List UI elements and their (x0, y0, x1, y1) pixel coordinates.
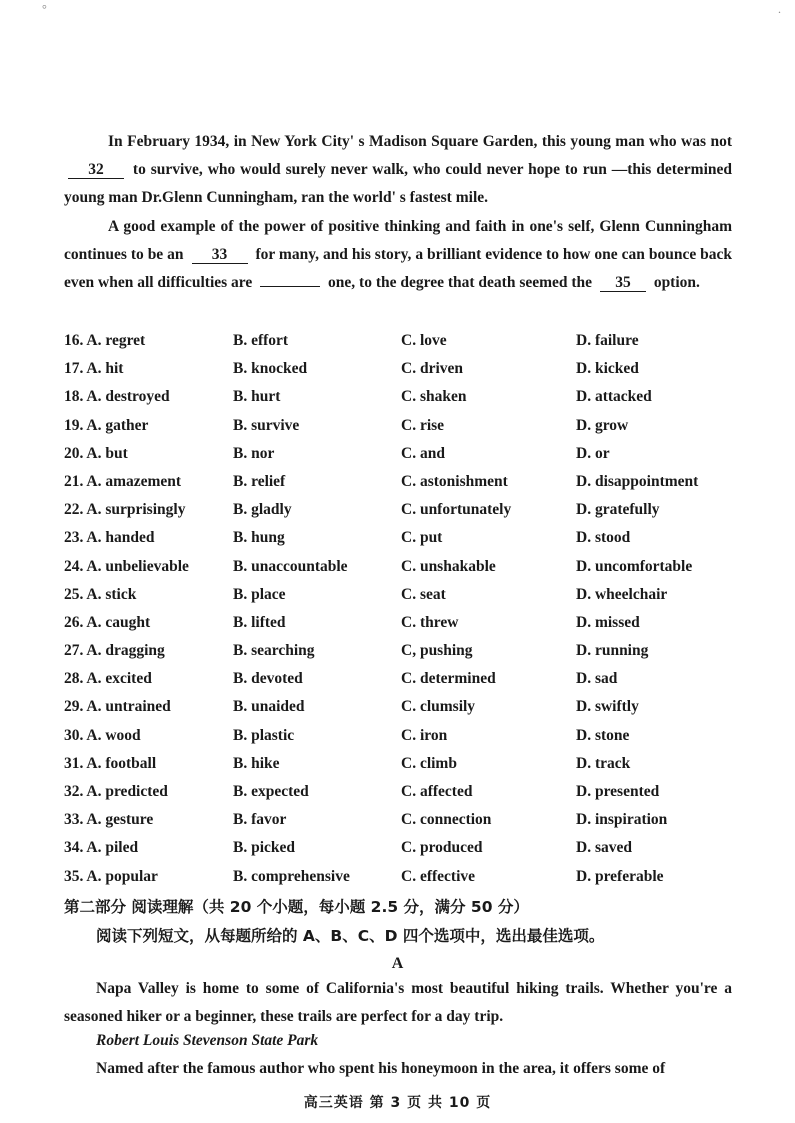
option-a: 20. A. but (64, 444, 128, 462)
question-row (64, 722, 764, 750)
passage-text: In February 1934, in New York City' s Madison Square Garden, this young man who was not (108, 133, 732, 150)
option-c: C. astonishment (401, 472, 508, 490)
option-c: C. and (401, 444, 445, 462)
question-row (64, 863, 764, 891)
option-c: C. rise (401, 416, 445, 434)
option-d: D. preferable (576, 867, 664, 885)
option-a: 32. A. predicted (64, 783, 168, 800)
option-b: B. searching (233, 642, 315, 660)
option-d: D. sad (576, 670, 618, 688)
option-b: B. survive (233, 416, 300, 434)
option-d: D. or (576, 444, 610, 462)
question-row (64, 750, 764, 778)
question-row (64, 806, 764, 834)
option-d: D. attacked (576, 388, 652, 406)
option-d: D. inspiration (576, 811, 668, 829)
blank-35: 35 (600, 274, 646, 292)
option-c: C. produced (401, 839, 483, 857)
option-a: 25. A. stick (64, 585, 137, 603)
option-d: D. disappointment (576, 472, 699, 490)
passage-text: one, to the degree that death seemed the (328, 274, 593, 292)
option-c: C. connection (401, 811, 492, 829)
option-d: D. gratefully (576, 501, 660, 519)
option-d: D. stone (576, 726, 630, 744)
option-a: 31. A. football (64, 754, 157, 772)
option-d: D. uncomfortable (576, 557, 693, 575)
question-row (64, 355, 764, 383)
option-b: B. knocked (233, 360, 308, 378)
option-a: 22. A. surprisingly (64, 501, 186, 519)
question-row (64, 778, 764, 806)
option-a: 35. A. popular (64, 867, 158, 885)
option-b: B. lifted (233, 613, 286, 631)
scan-mark-left: ° (42, 2, 47, 16)
passage-paragraph-2 (64, 213, 732, 298)
option-a: 28. A. excited (64, 670, 152, 688)
option-b: B. place (233, 585, 286, 603)
passage-text: to survive, who would surely never walk, who could never hope to run —this determined young man Dr.Glenn Cunningham, ran the world' s fastest mile. (64, 161, 732, 207)
option-c: C. iron (401, 726, 448, 744)
option-b: B. picked (233, 839, 296, 857)
question-row (64, 524, 764, 552)
scan-mark-right: . (778, 2, 781, 16)
question-row (64, 665, 764, 693)
option-b: B. hurt (233, 388, 281, 406)
reading-text: Napa Valley is home to some of California's most beautiful hiking trails. Whether you're a seasoned hiker or a beginner, these trails are perfect for a day trip. (64, 980, 732, 1026)
option-a: 24. A. unbelievable (64, 557, 189, 575)
option-a: 19. A. gather (64, 416, 149, 434)
option-a: 27. A. dragging (64, 642, 165, 660)
question-row (64, 609, 764, 637)
option-b: B. unaccountable (233, 557, 348, 575)
option-c: C. love (401, 332, 447, 349)
option-d: D. stood (576, 529, 631, 547)
option-c: C. driven (401, 360, 463, 378)
question-row (64, 327, 764, 355)
option-b: B. gladly (233, 501, 292, 519)
option-a: 26. A. caught (64, 613, 151, 631)
option-a: 17. A. hit (64, 360, 124, 378)
option-b: B. favor (233, 811, 287, 829)
option-d: D. kicked (576, 360, 639, 378)
question-row (64, 468, 764, 496)
option-b: B. hung (233, 529, 285, 547)
option-b: B. hike (233, 754, 280, 772)
option-b: B. effort (233, 332, 289, 349)
option-b: B. plastic (233, 726, 295, 744)
reading-paragraph-2 (64, 1055, 732, 1083)
option-c: C. determined (401, 670, 496, 688)
option-c: C. clumsily (401, 698, 476, 716)
option-d: D. running (576, 642, 649, 660)
question-row (64, 834, 764, 862)
section-heading: 第二部分 阅读理解（共 20 个小题，每小题 2.5 分，满分 50 分） (64, 898, 529, 916)
option-d: D. saved (576, 839, 632, 857)
option-b: B. devoted (233, 670, 303, 688)
option-c: C. unfortunately (401, 501, 512, 519)
question-row (64, 496, 764, 524)
option-c: C. seat (401, 585, 446, 603)
blank-33: 33 (192, 246, 248, 264)
option-a: 33. A. gesture (64, 811, 154, 829)
option-a: 30. A. wood (64, 726, 141, 744)
cloze-options (64, 327, 764, 891)
option-c: C. climb (401, 754, 457, 772)
option-c: C. threw (401, 613, 459, 631)
section-instruction: 阅读下列短文，从每题所给的 A、B、C、D 四个选项中，选出最佳选项。 (96, 927, 605, 945)
question-row (64, 383, 764, 411)
reading-paragraph-1 (64, 975, 732, 1031)
option-c: C. put (401, 529, 443, 547)
blank-32: 32 (68, 161, 124, 179)
option-c: C. effective (401, 867, 476, 885)
reading-subtitle: Robert Louis Stevenson State Park (96, 1032, 319, 1049)
question-row (64, 553, 764, 581)
question-row (64, 440, 764, 468)
blank-34 (260, 286, 320, 287)
passage-text: A good example of the power of positive thinking and faith in one's self, Glenn Cunningham continues to be an (64, 218, 732, 264)
option-a: 21. A. amazement (64, 472, 182, 490)
option-b: B. relief (233, 472, 286, 490)
option-d: D. failure (576, 332, 639, 349)
option-b: B. expected (233, 783, 309, 800)
option-d: D. grow (576, 416, 629, 434)
option-a: 23. A. handed (64, 529, 155, 547)
question-row (64, 637, 764, 665)
option-b: B. comprehensive (233, 867, 350, 885)
passage-text: for many, and his story, a brilliant evidence to how one can bounce back even when all difficulties are (64, 246, 733, 292)
passage-text: option. (653, 274, 700, 292)
option-c: C. unshakable (401, 557, 496, 575)
passage-paragraph-1 (64, 128, 732, 213)
option-c: C. affected (401, 783, 473, 800)
option-a: 29. A. untrained (64, 698, 171, 716)
reading-text: Named after the famous author who spent his honeymoon in the area, it offers some of (96, 1060, 666, 1077)
option-d: D. wheelchair (576, 585, 668, 603)
question-row (64, 412, 764, 440)
option-a: 16. A. regret (64, 332, 146, 349)
option-d: D. swiftly (576, 698, 639, 716)
option-c: C, pushing (401, 642, 473, 660)
option-b: B. nor (233, 444, 275, 462)
option-d: D. presented (576, 783, 660, 800)
question-row (64, 693, 764, 721)
option-c: C. shaken (401, 388, 467, 406)
option-a: 34. A. piled (64, 839, 139, 857)
option-a: 18. A. destroyed (64, 388, 170, 406)
option-b: B. unaided (233, 698, 305, 716)
option-d: D. missed (576, 613, 640, 631)
page-footer: 高三英语 第 3 页 共 10 页 (303, 1095, 492, 1111)
option-d: D. track (576, 754, 631, 772)
passage-letter: A (391, 955, 404, 972)
question-row (64, 581, 764, 609)
